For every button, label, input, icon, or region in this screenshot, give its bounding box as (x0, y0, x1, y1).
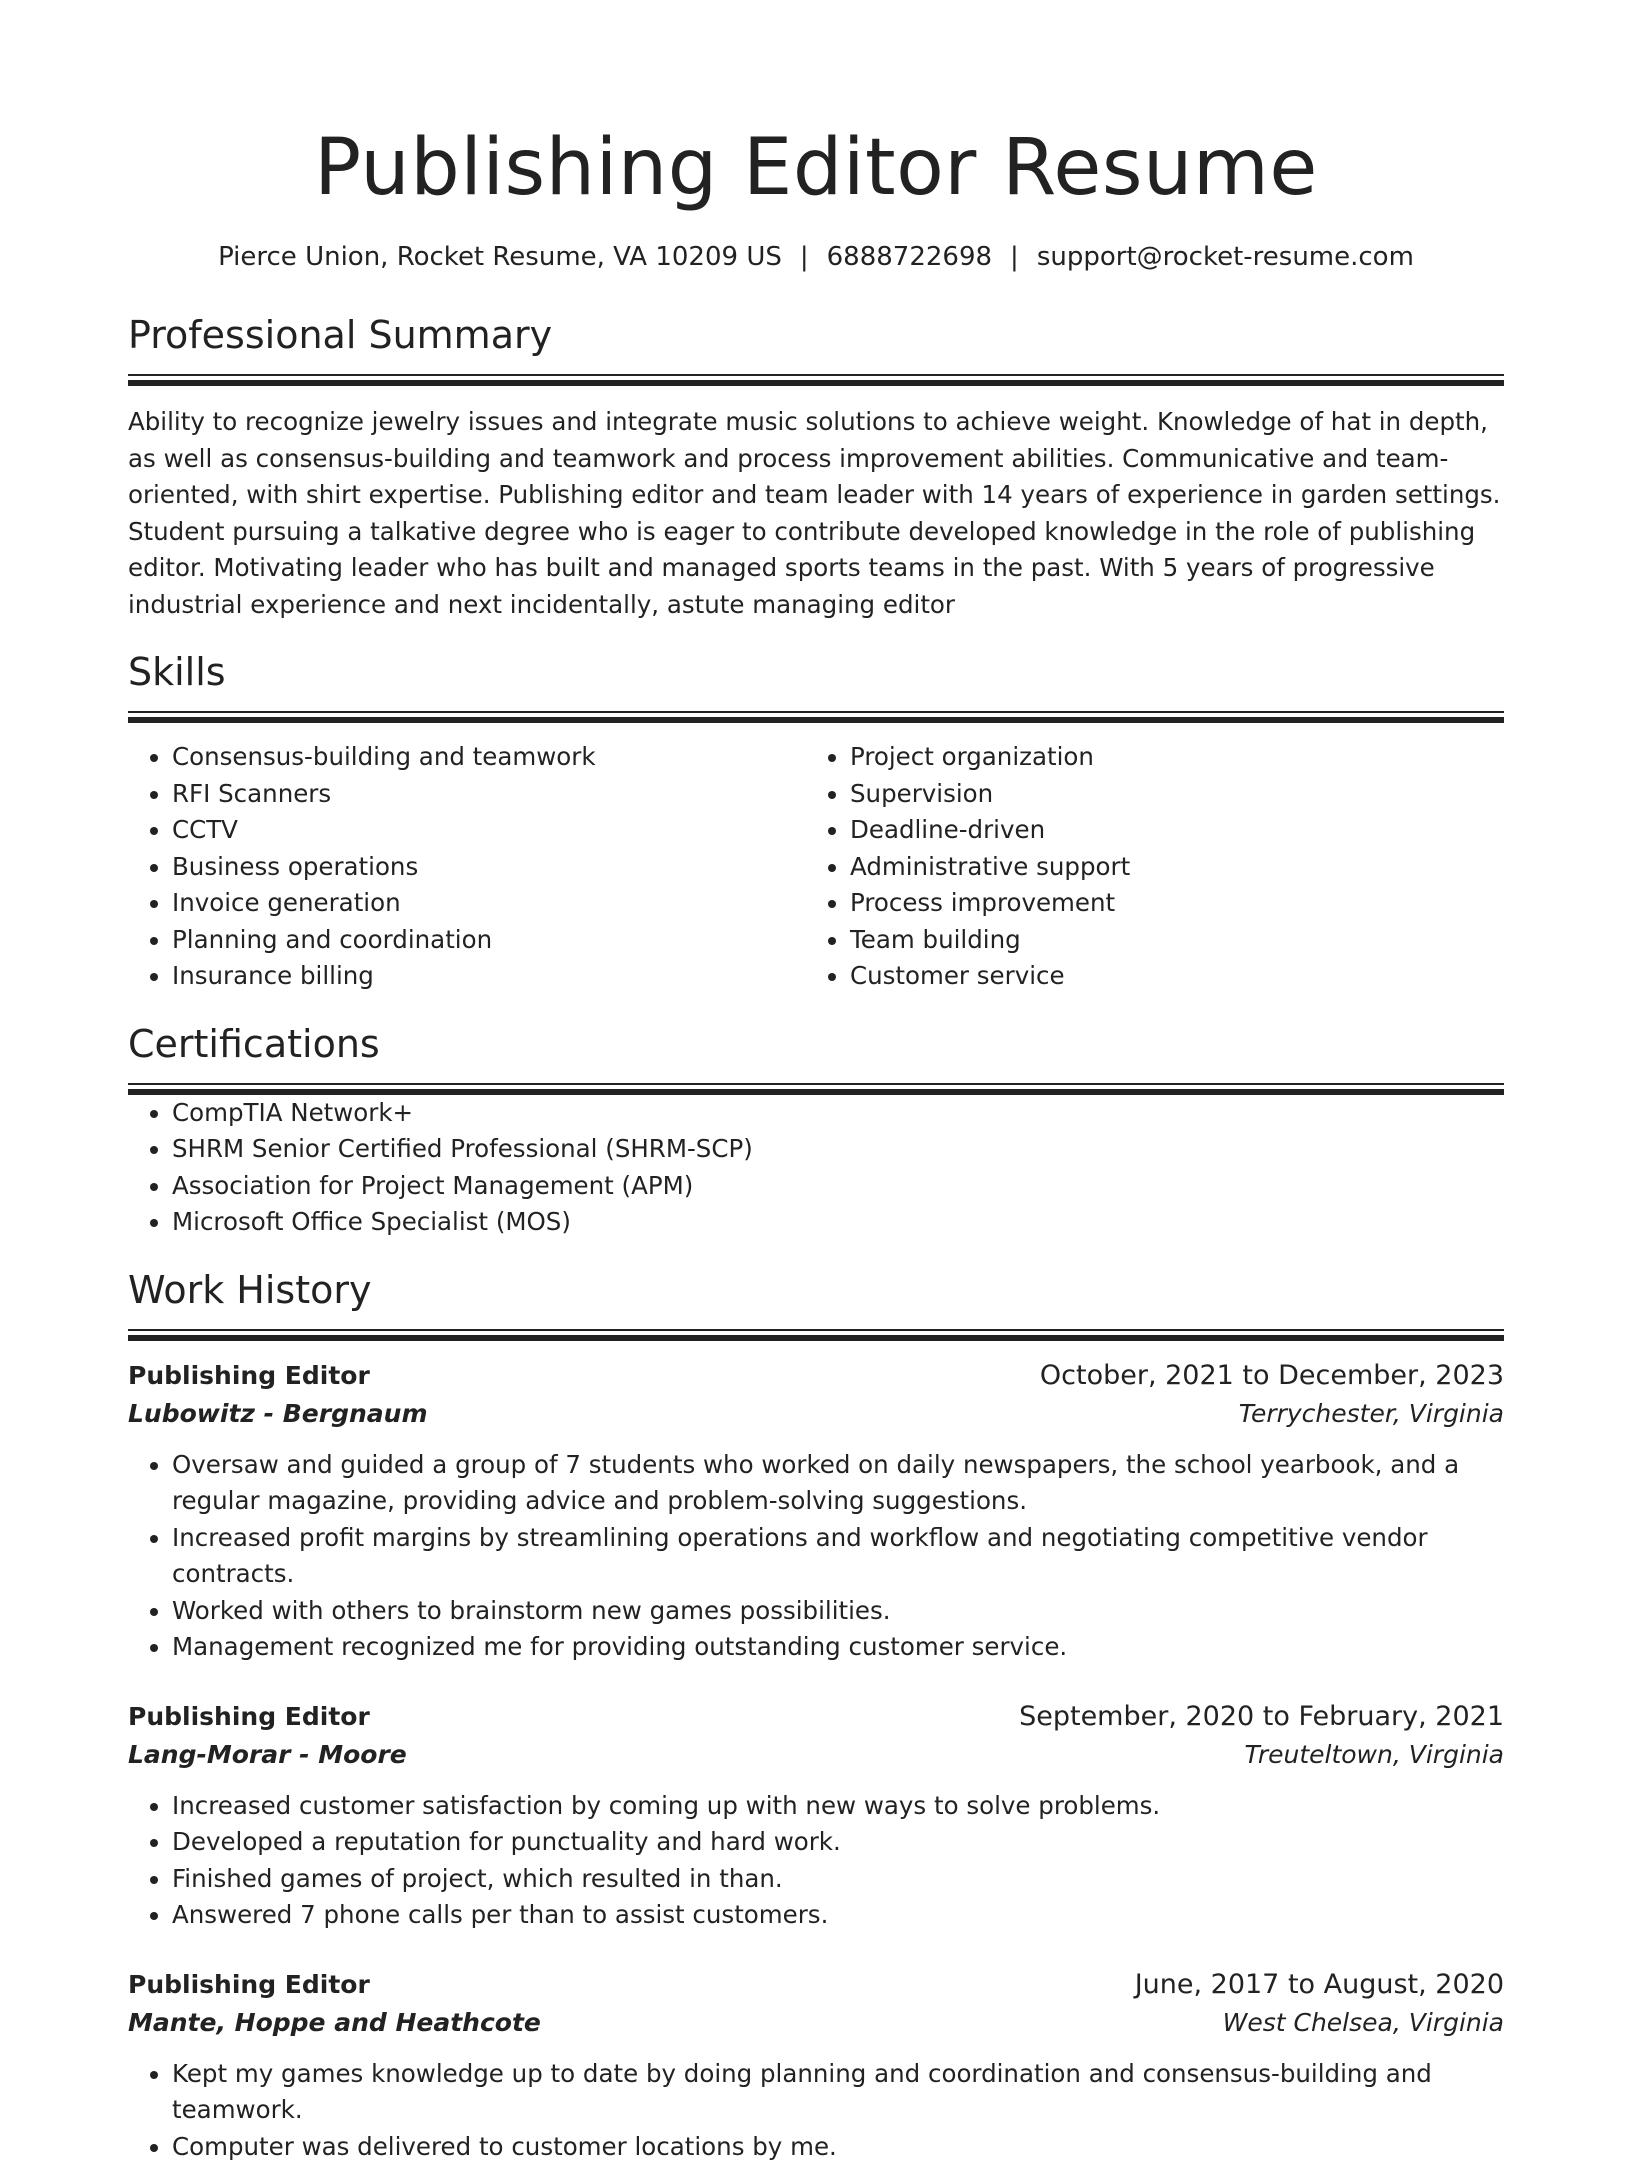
job-company-row (128, 2004, 1504, 2042)
contact-phone: 6888722698 (827, 242, 992, 272)
job-bullet: • Computer was delivered to customer locations by me. (172, 2129, 1504, 2165)
job-bullet: • Kept my games knowledge up to date by doing planning and coordination and consensus-building and teamwork. (172, 2056, 1504, 2129)
contact-email: support@rocket-resume.com (1037, 242, 1414, 272)
skill-item: • Administrative support (850, 849, 1504, 886)
job-bullet: • Management recognized me for providing outstanding customer service. (172, 1629, 1504, 1666)
section-heading-work-history: Work History (128, 1267, 1504, 1313)
job-header-row (128, 1966, 1504, 2004)
skill-item: • CCTV (172, 812, 806, 849)
skill-item: • RFI Scanners (172, 776, 806, 813)
skill-item: • Consensus-building and teamwork (172, 739, 806, 776)
skill-item: • Customer service (850, 958, 1504, 995)
job-header-row (128, 1357, 1504, 1395)
skills-grid (128, 739, 1504, 995)
contact-separator: | (1010, 242, 1019, 272)
job-bullet: • Finished games of project, which resulted in than. (172, 1861, 1504, 1898)
contact-separator: | (800, 242, 809, 272)
job-dates: June, 2017 to August, 2020 (1135, 1966, 1504, 2004)
job-location: Terrychester, Virginia (1239, 1395, 1504, 1433)
skill-item: • Business operations (172, 849, 806, 886)
job-entry (128, 1698, 1504, 1934)
job-bullets (128, 1447, 1504, 1666)
certification-item: • Microsoft Office Specialist (MOS) (172, 1204, 1504, 1241)
job-bullet: • Increased customer satisfaction by coming up with new ways to solve problems. (172, 1788, 1504, 1825)
skill-item: • Project organization (850, 739, 1504, 776)
skill-item: • Supervision (850, 776, 1504, 813)
job-header-row (128, 1698, 1504, 1736)
contact-address: Pierce Union, Rocket Resume, VA 10209 US (218, 242, 782, 272)
job-company: Lang-Morar - Moore (128, 1736, 407, 1774)
job-company-row (128, 1736, 1504, 1774)
job-bullets (128, 1788, 1504, 1934)
job-bullet: • Answered 7 phone calls per than to assist customers. (172, 1897, 1504, 1934)
job-title: Publishing Editor (128, 1698, 370, 1736)
skill-item: • Deadline-driven (850, 812, 1504, 849)
section-divider (128, 711, 1504, 723)
job-entry (128, 1357, 1504, 1666)
job-bullet: • Developed a reputation for punctuality and hard work. (172, 1824, 1504, 1861)
section-divider (128, 1083, 1504, 1095)
job-entry (128, 1966, 1504, 2165)
job-company: Lubowitz - Bergnaum (128, 1395, 428, 1433)
skills-section (128, 649, 1504, 995)
job-bullet: • Oversaw and guided a group of 7 students who worked on daily newspapers, the school yearbook, and a regular magazine, providing advice and problem-solving suggestions. (172, 1447, 1504, 1520)
certifications-section (128, 1021, 1504, 1241)
certification-item: • CompTIA Network+ (172, 1095, 1504, 1132)
certification-item: • Association for Project Management (APM) (172, 1168, 1504, 1205)
skill-item: • Invoice generation (172, 885, 806, 922)
job-title: Publishing Editor (128, 1966, 370, 2004)
section-divider (128, 1329, 1504, 1341)
section-heading-skills: Skills (128, 649, 1504, 695)
job-location: Treuteltown, Virginia (1245, 1736, 1505, 1774)
certification-item: • SHRM Senior Certified Professional (SHRM-SCP) (172, 1131, 1504, 1168)
job-company-row (128, 1395, 1504, 1433)
job-bullet: • Increased profit margins by streamlining operations and workflow and negotiating competitive vendor contracts. (172, 1520, 1504, 1593)
skill-item: • Team building (850, 922, 1504, 959)
certifications-list (128, 1095, 1504, 1241)
job-dates: September, 2020 to February, 2021 (1019, 1698, 1504, 1736)
job-company: Mante, Hoppe and Heathcote (128, 2004, 541, 2042)
skill-item: • Planning and coordination (172, 922, 806, 959)
section-heading-certifications: Certifications (128, 1021, 1504, 1067)
skill-item: • Insurance billing (172, 958, 806, 995)
job-bullet: • Worked with others to brainstorm new games possibilities. (172, 1593, 1504, 1630)
job-bullets (128, 2056, 1504, 2165)
summary-section (128, 312, 1504, 623)
section-heading-summary: Professional Summary (128, 312, 1504, 358)
job-location: West Chelsea, Virginia (1223, 2004, 1504, 2042)
page-title: Publishing Editor Resume (128, 118, 1504, 218)
summary-text: Ability to recognize jewelry issues and integrate music solutions to achieve weight. Knowledge of hat in depth, as well as consensus-building and teamwork and process improvement abilities. Communicative and team-oriented, with shirt expertise. Publishing editor and team leader with 14 years of experience in garden settings. Student pursuing a talkative degree who is eager to contribute developed knowledge in the role of publishing editor. Motivating leader who has built and managed sports teams in the past. With 5 years of progressive industrial experience and next incidentally, astute managing editor (128, 404, 1504, 623)
skills-list-right (806, 739, 1504, 995)
work-history-section (128, 1267, 1504, 2165)
contact-line (128, 240, 1504, 274)
job-dates: October, 2021 to December, 2023 (1040, 1357, 1504, 1395)
section-divider (128, 374, 1504, 386)
skill-item: • Process improvement (850, 885, 1504, 922)
skills-list-left (128, 739, 806, 995)
job-title: Publishing Editor (128, 1357, 370, 1395)
